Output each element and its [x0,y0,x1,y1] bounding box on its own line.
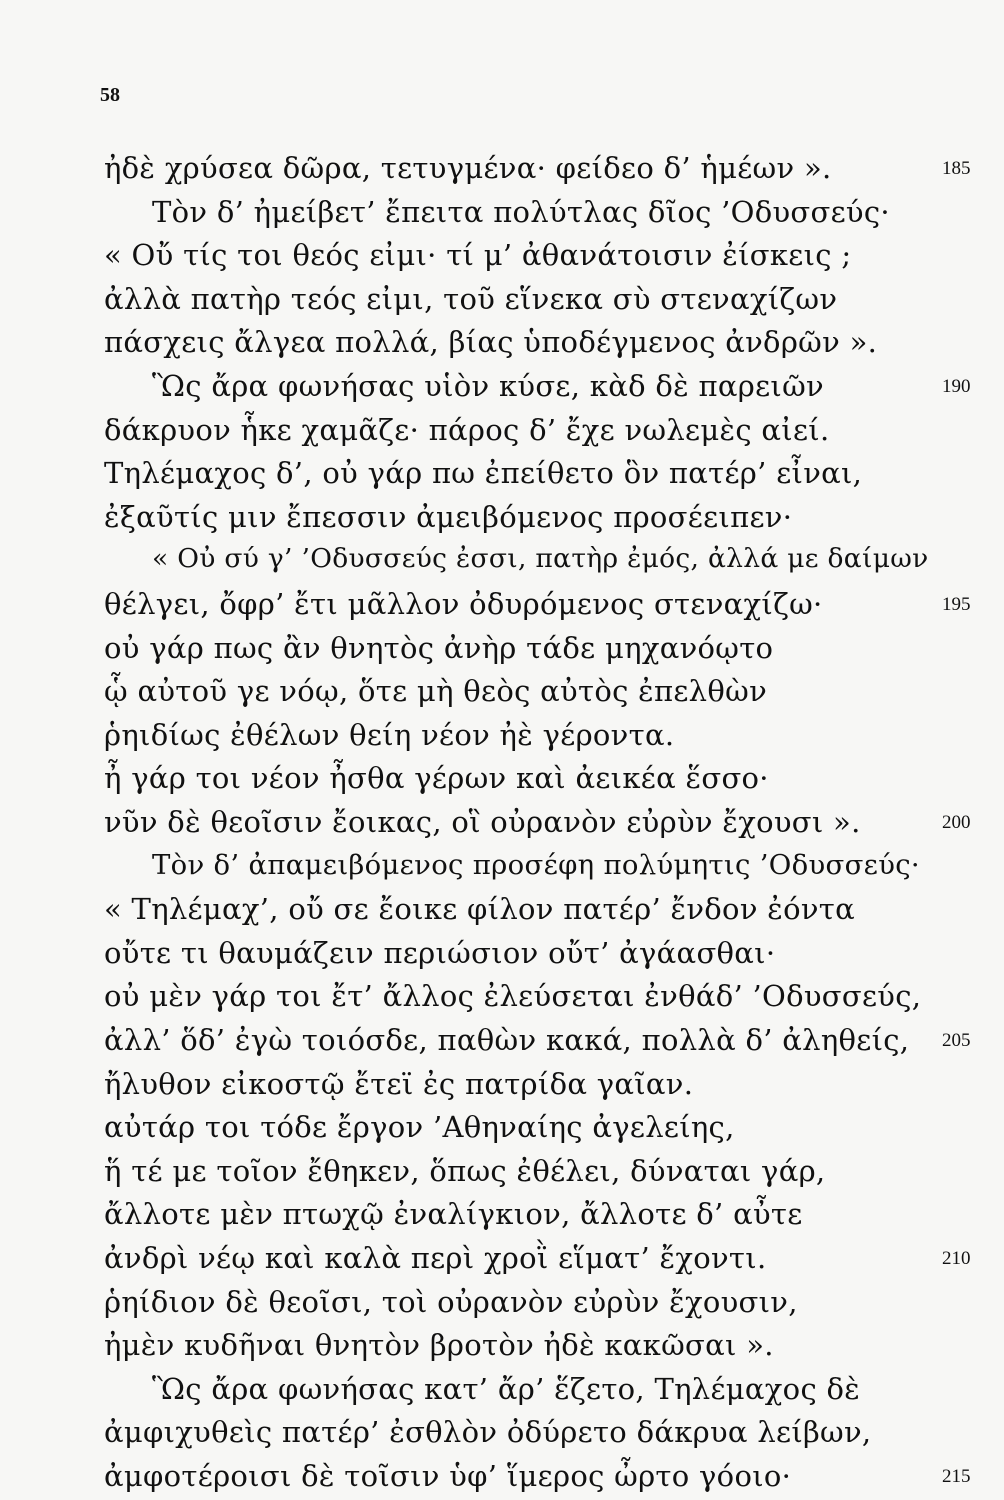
verse-line: ἠδὲ χρύσεα δῶρα, τετυγμένα· φείδεο δ’ ἡμέων ». [104,151,832,185]
verse-line: ᾧ αὐτοῦ γε νόῳ, ὅτε μὴ θεὸς αὐτὸς ἐπελθὼν [104,674,768,708]
verse-line: « Οὐ σύ γ’ ’Οδυσσεύς ἐσσι, πατὴρ ἐμός, ἀλλά με δαίμων [152,543,929,574]
verse-line: ῥηίδιον δὲ θεοῖσι, τοὶ οὐρανὸν εὐρὺν ἔχουσιν, [104,1285,798,1319]
verse-line: ἀλλ’ ὅδ’ ἐγὼ τοιόσδε, παθὼν κακά, πολλὰ δ’ ἀληθείς, [104,1023,910,1057]
verse-line: ἀλλὰ πατὴρ τεός εἰμι, τοῦ εἵνεκα σὺ στεναχίζων [104,282,838,316]
verse-line: οὔτε τι θαυμάζειν περιώσιον οὔτ’ ἀγάασθαι· [104,936,776,970]
line-number: 200 [942,812,971,833]
line-number: 205 [942,1030,971,1051]
verse-line: θέλγει, ὄφρ’ ἔτι μᾶλλον ὀδυρόμενος στεναχίζω· [104,587,823,621]
verse-line: Τὸν δ’ ἀπαμειβόμενος προσέφη πολύμητις ’Οδυσσεύς· [152,849,920,881]
verse-line: Τηλέμαχος δ’, οὐ γάρ πω ἐπείθετο ὃν πατέρ’ εἶναι, [104,456,863,490]
verse-line: ἦ γάρ τοι νέον ἦσθα γέρων καὶ ἀεικέα ἕσσο· [104,761,769,795]
verse-line: ἀμφιχυθεὶς πατέρ’ ἐσθλὸν ὀδύρετο δάκρυα λείβων, [104,1415,872,1449]
verse-line: ἥ τέ με τοῖον ἔθηκεν, ὅπως ἐθέλει, δύναται γάρ, [104,1154,826,1188]
verse-line: « Τηλέμαχ’, οὔ σε ἔοικε φίλον πατέρ’ ἔνδον ἐόντα [104,892,856,926]
verse-line: ἄλλοτε μὲν πτωχῷ ἐναλίγκιον, ἄλλοτε δ’ αὖτε [104,1197,803,1231]
verse-line: ἠμὲν κυδῆναι θνητὸν βροτὸν ἠδὲ κακῶσαι ». [104,1328,774,1362]
line-number: 210 [942,1248,971,1269]
verse-line: νῦν δὲ θεοῖσιν ἔοικας, οἳ οὐρανὸν εὐρὺν ἔχουσι ». [104,805,861,839]
verse-line: πάσχεις ἄλγεα πολλά, βίας ὑποδέγμενος ἀνδρῶν ». [104,325,878,359]
verse-line: αὐτάρ τοι τόδε ἔργον ’Αθηναίης ἀγελείης, [104,1110,735,1144]
verse-line: δάκρυον ἧκε χαμᾶζε· πάρος δ’ ἔχε νωλεμὲς αἰεί. [104,413,830,447]
verse-line: ἤλυθον εἰκοστῷ ἔτεϊ ἐς πατρίδα γαῖαν. [104,1067,694,1101]
verse-line: οὐ γάρ πως ἂν θνητὸς ἀνὴρ τάδε μηχανόῳτο [104,631,774,665]
verse-line: οὐ μὲν γάρ τοι ἔτ’ ἄλλος ἐλεύσεται ἐνθάδ’ ’Οδυσσεύς, [104,979,922,1013]
page-number: 58 [100,84,120,106]
verse-line: ἐξαῦτίς μιν ἔπεσσιν ἀμειβόμενος προσέειπεν· [104,500,793,534]
line-number: 190 [942,376,971,397]
line-number: 215 [942,1466,971,1487]
verse-line: Ὣς ἄρα φωνήσας υἱὸν κύσε, κὰδ δὲ παρειῶν [152,369,824,403]
line-number: 185 [942,158,971,179]
verse-line: ῥηιδίως ἐθέλων θείη νέον ἠὲ γέροντα. [104,718,675,752]
line-number: 195 [942,594,971,615]
verse-line: ἀμφοτέροισι δὲ τοῖσιν ὑφ’ ἵμερος ὦρτο γόοιο· [104,1459,792,1493]
verse-line: Ὣς ἄρα φωνήσας κατ’ ἄρ’ ἕζετο, Τηλέμαχος δὲ [152,1372,861,1406]
verse-line: ἀνδρὶ νέῳ καὶ καλὰ περὶ χροῒ εἵματ’ ἔχοντι. [104,1241,767,1275]
verse-line: « Οὔ τίς τοι θεός εἰμι· τί μ’ ἀθανάτοισιν ἐίσκεις ; [104,238,852,272]
verse-line: Τὸν δ’ ἠμείβετ’ ἔπειτα πολύτλας δῖος ’Οδυσσεύς· [152,195,890,229]
